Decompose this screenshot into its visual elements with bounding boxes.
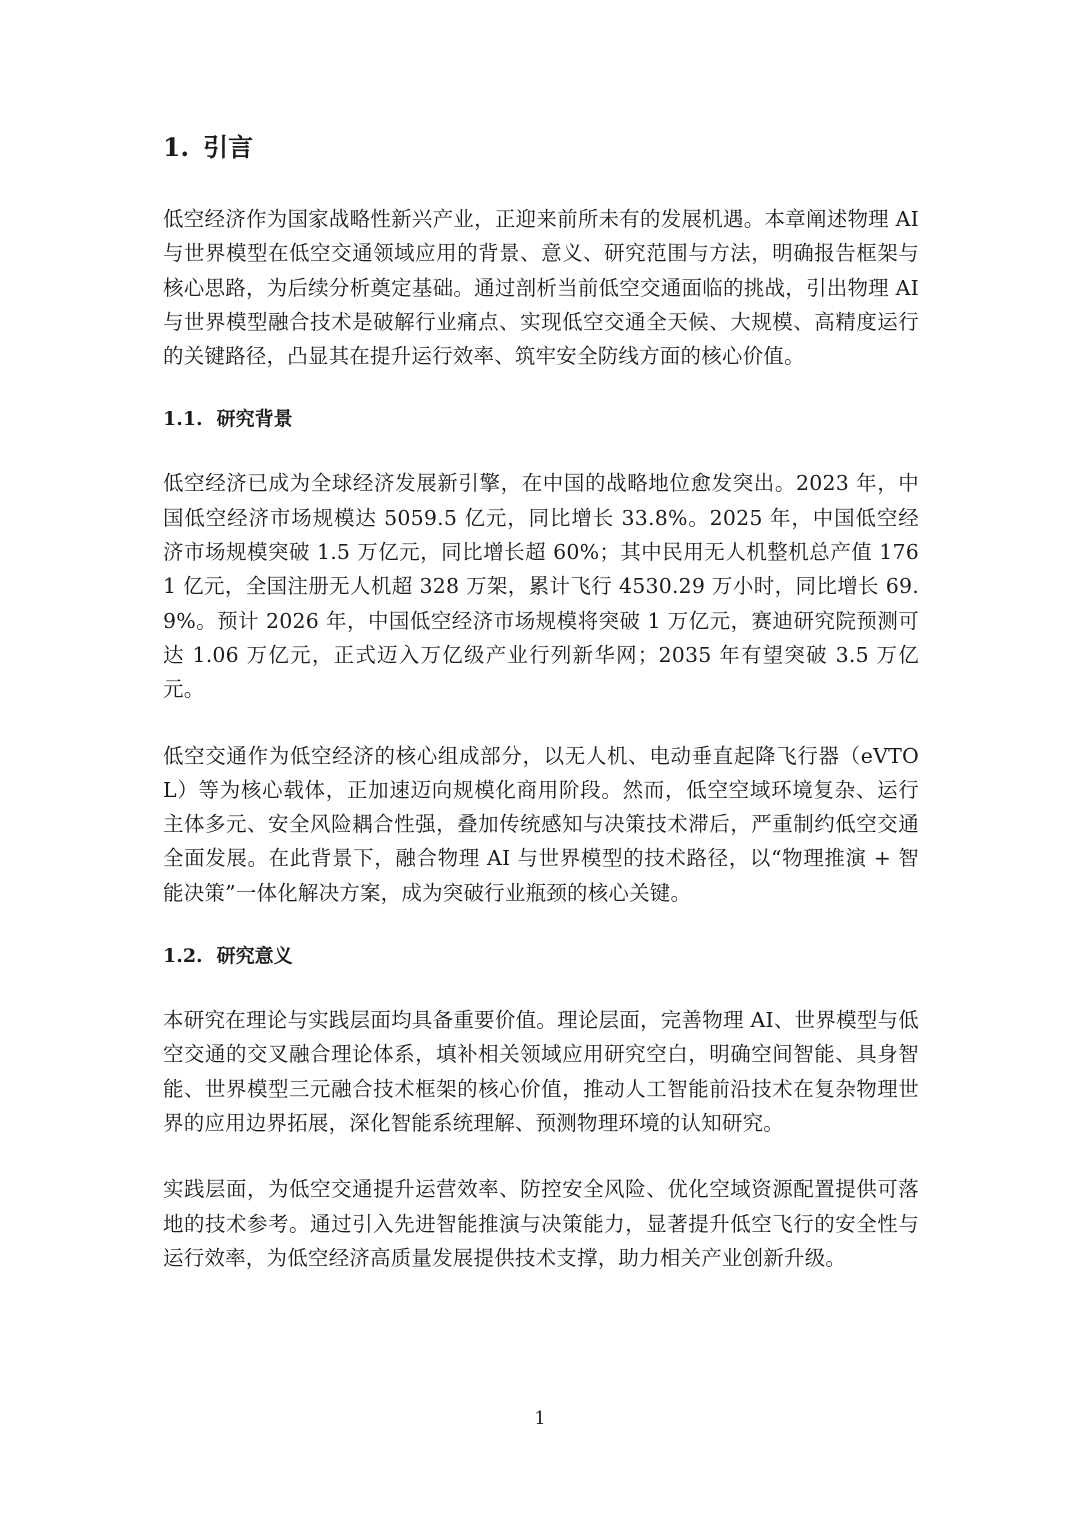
background-paragraph-2: 低空交通作为低空经济的核心组成部分，以无人机、电动垂直起降飞行器（eVTOL）等为核心载体，正加速迈向规模化商用阶段。然而，低空空域环境复杂、运行主体多元、安全风险耦合性强，叠加传统感知与决策技术滞后，严重制约低空交通全面发展。在此背景下，融合物理 AI 与世界模型的技术路径，以“物理推演 + 智能决策”一体化解决方案，成为突破行业瓶颈的核心关键。 [163, 743, 919, 905]
significance-paragraph-1: 本研究在理论与实践层面均具备重要价值。理论层面，完善物理 AI、世界模型与低空交通的交叉融合理论体系，填补相关领域应用研究空白，明确空间智能、具身智能、世界模型三元融合技术框架的核心价值，推动人工智能前沿技术在复杂物理世界的应用边界拓展，深化智能系统理解、预测物理环境的认知研究。 [163, 1008, 919, 1135]
section-number: 1.1. [163, 408, 203, 431]
section-title: 研究意义 [216, 945, 293, 968]
section-heading-significance [163, 941, 919, 971]
significance-paragraph-2: 实践层面，为低空交通提升运营效率、防控安全风险、优化空域资源配置提供可落地的技术参考。通过引入先进智能推演与决策能力，显著提升低空飞行的安全性与运行效率，为低空经济高质量发展提供技术支撑，助力相关产业创新升级。 [163, 1177, 919, 1270]
chapter-title: 引言 [203, 133, 254, 162]
chapter-number: 1. [163, 133, 190, 162]
chapter-heading [163, 128, 919, 168]
page-number: 1 [534, 1408, 546, 1429]
background-paragraph-1: 低空经济已成为全球经济发展新引擎，在中国的战略地位愈发突出。2023 年，中国低空经济市场规模达 5059.5 亿元，同比增长 33.8%。2025 年，中国低空经济市场规模突破 1.5 万亿元，同比增长超 60%；其中民用无人机整机总产值 1761 亿元，全国注册无人机超 328 万架，累计飞行 4530.29 万小时，同比增长 69.9%。预计 2026 年，中国低空经济市场规模将突破 1 万亿元，赛迪研究院预测可达 1.06 万亿元，正式迈入万亿级产业行列新华网；2035 年有望突破 3.5 万亿元。 [163, 471, 919, 702]
section-number: 1.2. [163, 945, 203, 968]
section-heading-background [163, 404, 919, 434]
chapter-intro-paragraph: 低空经济作为国家战略性新兴产业，正迎来前所未有的发展机遇。本章阐述物理 AI 与世界模型在低空交通领域应用的背景、意义、研究范围与方法，明确报告框架与核心思路，为后续分析奠定基础。通过剖析当前低空交通面临的挑战，引出物理 AI 与世界模型融合技术是破解行业痛点、实现低空交通全天候、大规模、高精度运行的关键路径，凸显其在提升运行效率、筑牢安全防线方面的核心价值。 [163, 207, 919, 369]
page-content [163, 128, 919, 1275]
section-title: 研究背景 [216, 408, 293, 431]
